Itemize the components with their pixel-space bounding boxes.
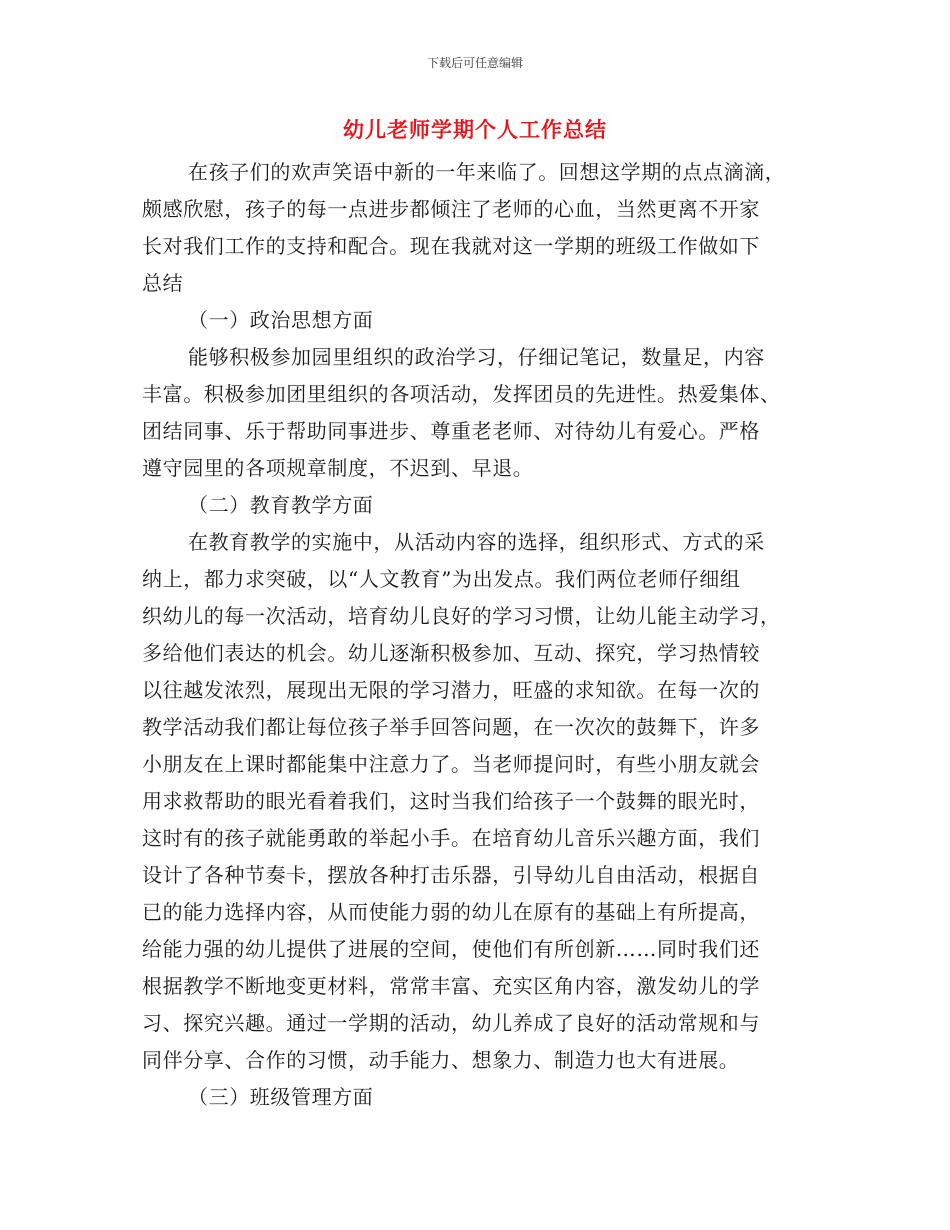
paragraph-line: 团结同事、乐于帮助同事进步、尊重老老师、对待幼儿有爱心。严格 — [142, 419, 760, 443]
paragraph-line: 同伴分享、合作的习惯，动手能力、想象力、制造力也大有进展。 — [142, 1048, 740, 1072]
paragraph-line: 丰富。积极参加团里组织的各项活动，发挥团员的先进性。热爱集体、 — [142, 382, 781, 406]
paragraph-line: 给能力强的幼儿提供了进展的空间，使他们有所创新……同时我们还 — [142, 937, 760, 961]
paragraph-line: 用求救帮助的眼光看着我们，这时当我们给孩子一个鼓舞的眼光时， — [142, 789, 760, 813]
section-heading: （二）教育教学方面 — [188, 493, 374, 517]
paragraph-line: 遵守园里的各项规章制度，不迟到、早退。 — [142, 456, 534, 480]
paragraph-line: 多给他们表达的机会。幼儿逐渐积极参加、互动、探究，学习热情较 — [142, 641, 760, 665]
paragraph-line: 总结 — [142, 271, 184, 295]
paragraph-line: 根据教学不断地变更材料，常常丰富、充实区角内容，激发幼儿的学 — [142, 974, 760, 998]
paragraph-line: 这时有的孩子就能勇敢的举起小手。在培育幼儿音乐兴趣方面，我们 — [142, 826, 760, 850]
paragraph-line: 以往越发浓烈，展现出无限的学习潜力，旺盛的求知欲。在每一次的 — [142, 678, 760, 702]
paragraph-line: 小朋友在上课时都能集中注意力了。当老师提问时，有些小朋友就会 — [142, 752, 760, 776]
paragraph-line: 长对我们工作的支持和配合。现在我就对这一学期的班级工作做如下 — [142, 234, 760, 258]
paragraph-line: 设计了各种节奏卡，摆放各种打击乐器，引导幼儿自由活动，根据自 — [142, 863, 760, 887]
section-heading: （三）班级管理方面 — [188, 1085, 374, 1109]
paragraph-line: 纳上，都力求突破，以“人文教育”为出发点。我们两位老师仔细组 — [142, 567, 741, 591]
section-heading: （一）政治思想方面 — [188, 308, 374, 332]
page-header-note: 下载后可任意编辑 — [426, 56, 523, 70]
document-title: 幼儿老师学期个人工作总结 — [343, 117, 607, 142]
paragraph-line: 颇感欣慰，孩子的每一点进步都倾注了老师的心血，当然更离不开家 — [142, 197, 760, 221]
paragraph-line: 在孩子们的欢声笑语中新的一年来临了。回想这学期的点点滴滴， — [188, 160, 786, 184]
paragraph-line: 在教育教学的实施中，从活动内容的选择，组织形式、方式的采 — [188, 530, 765, 554]
paragraph-line: 织幼儿的每一次活动，培育幼儿良好的学习习惯，让幼儿能主动学习， — [142, 604, 781, 628]
document-body — [142, 154, 808, 1116]
paragraph-line: 能够积极参加园里组织的政治学习，仔细记笔记，数量足，内容 — [188, 345, 765, 369]
paragraph-line: 已的能力选择内容，从而使能力弱的幼儿在原有的基础上有所提高， — [142, 900, 760, 924]
paragraph-line: 教学活动我们都让每位孩子举手回答问题，在一次次的鼓舞下，许多 — [142, 715, 760, 739]
paragraph-line: 习、探究兴趣。通过一学期的活动，幼儿养成了良好的活动常规和与 — [142, 1011, 760, 1035]
